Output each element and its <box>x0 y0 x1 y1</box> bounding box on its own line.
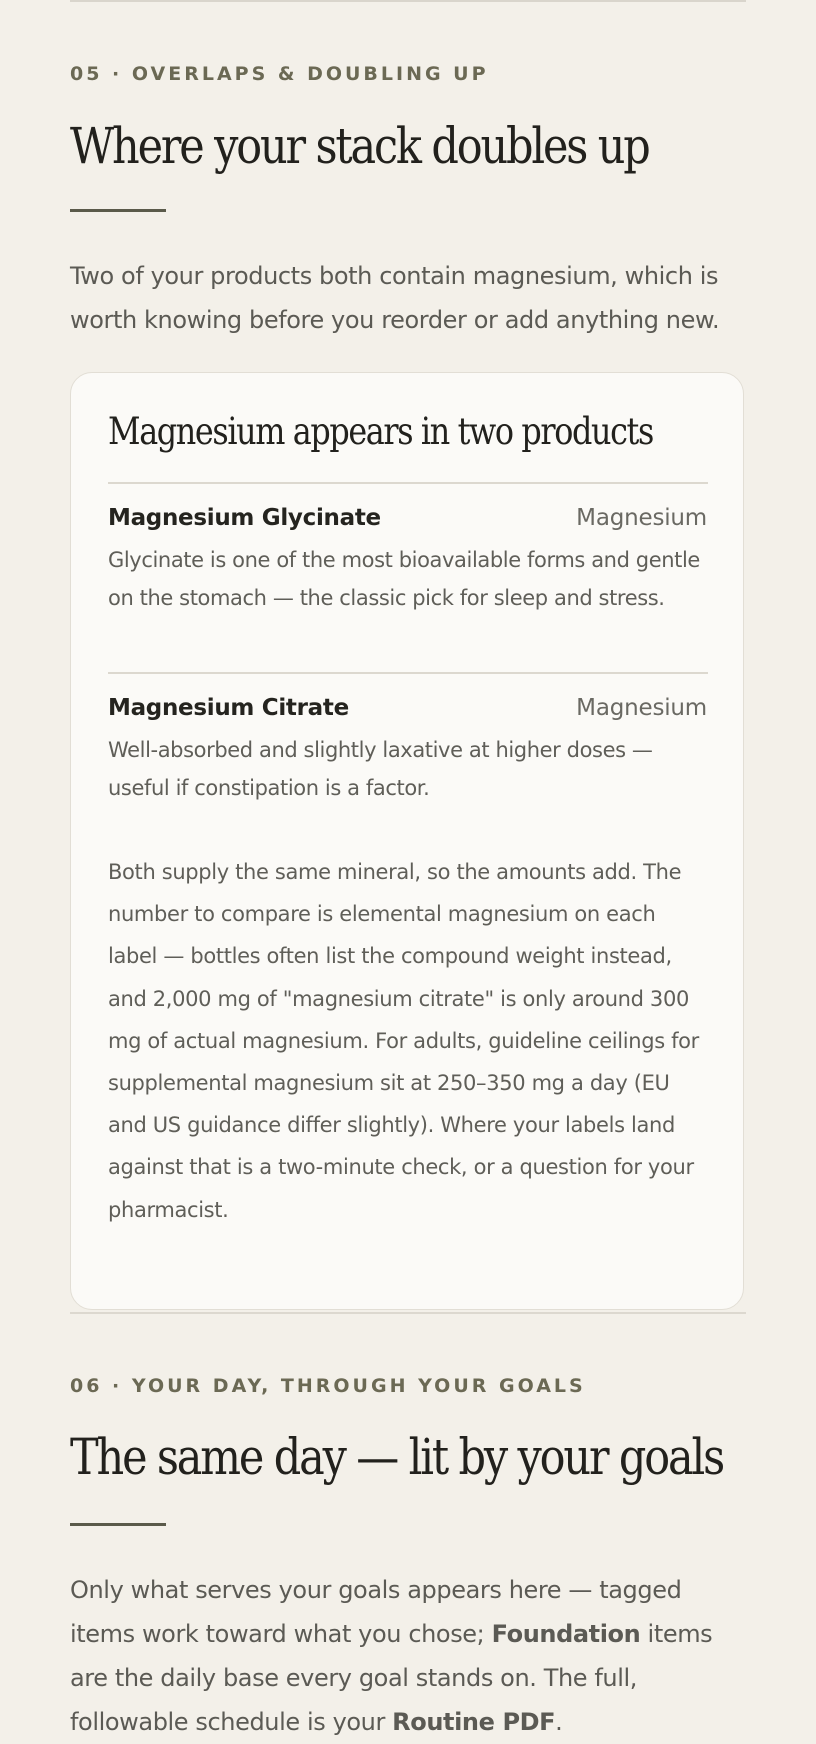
foundation-term: Foundation <box>491 1620 641 1648</box>
top-divider <box>70 0 746 2</box>
day-lede-wrap <box>70 1568 746 1744</box>
overlaps-heading-wrap <box>70 116 746 176</box>
section-lede <box>70 1568 746 1744</box>
day-section <box>70 1374 746 1398</box>
overlaps-lede-wrap <box>70 254 746 342</box>
section-title: The same day — lit by your goals <box>70 1428 723 1486</box>
product-name-glycinate: Magnesium Glycinate <box>108 505 381 531</box>
overlap-note: Both supply the same mineral, so the amounts add. The number to compare is elemental magnesium on each label — bottles often list the compound weight instead, and 2,000 mg of "magnesium citrate" is only around 300 mg of actual magnesium. For adults, guideline ceilings for supplemental magnesium sit at 250–350 mg a day (EU and US guidance differ slightly). Where your labels land against that is a two-minute check, or a question for your pharmacist. <box>108 860 699 1222</box>
day-heading-wrap <box>70 1427 746 1487</box>
card-divider <box>108 672 708 674</box>
section-lede: Two of your products both contain magnesium, which is worth knowing before you reorder or add anything new. <box>70 262 720 334</box>
section-eyebrow: 05 · OVERLAPS & DOUBLING UP <box>70 63 489 85</box>
overlaps-section <box>70 62 746 86</box>
title-accent-bar <box>70 1523 166 1526</box>
title-accent-bar <box>70 209 166 212</box>
lede-text: items are the daily base every goal stands on. The full, followable schedule is your <box>70 1620 713 1736</box>
lede-text: . <box>555 1708 563 1736</box>
product-name-citrate: Magnesium Citrate <box>108 695 349 721</box>
card-title: Magnesium appears in two products <box>108 410 653 453</box>
overlap-card <box>70 372 744 1310</box>
section-divider <box>70 1312 746 1314</box>
product-description: Glycinate is one of the most bioavailable forms and gentle on the stomach — the classic pick for sleep and stress. <box>108 548 700 610</box>
routine-pdf-term: Routine PDF <box>392 1708 556 1736</box>
product-description: Well-absorbed and slightly laxative at higher doses — useful if constipation is a factor. <box>108 738 653 800</box>
section-title: Where your stack doubles up <box>70 117 649 175</box>
overlaps-accent-wrap <box>70 209 746 212</box>
day-accent-wrap <box>70 1523 746 1526</box>
card-divider <box>108 482 708 484</box>
section-eyebrow: 06 · YOUR DAY, THROUGH YOUR GOALS <box>70 1375 586 1397</box>
ingredient-tag: Magnesium <box>576 695 707 721</box>
lede-text: Only what serves your goals appears here — tagged items work toward what you chose; <box>70 1576 682 1648</box>
ingredient-tag: Magnesium <box>576 505 707 531</box>
